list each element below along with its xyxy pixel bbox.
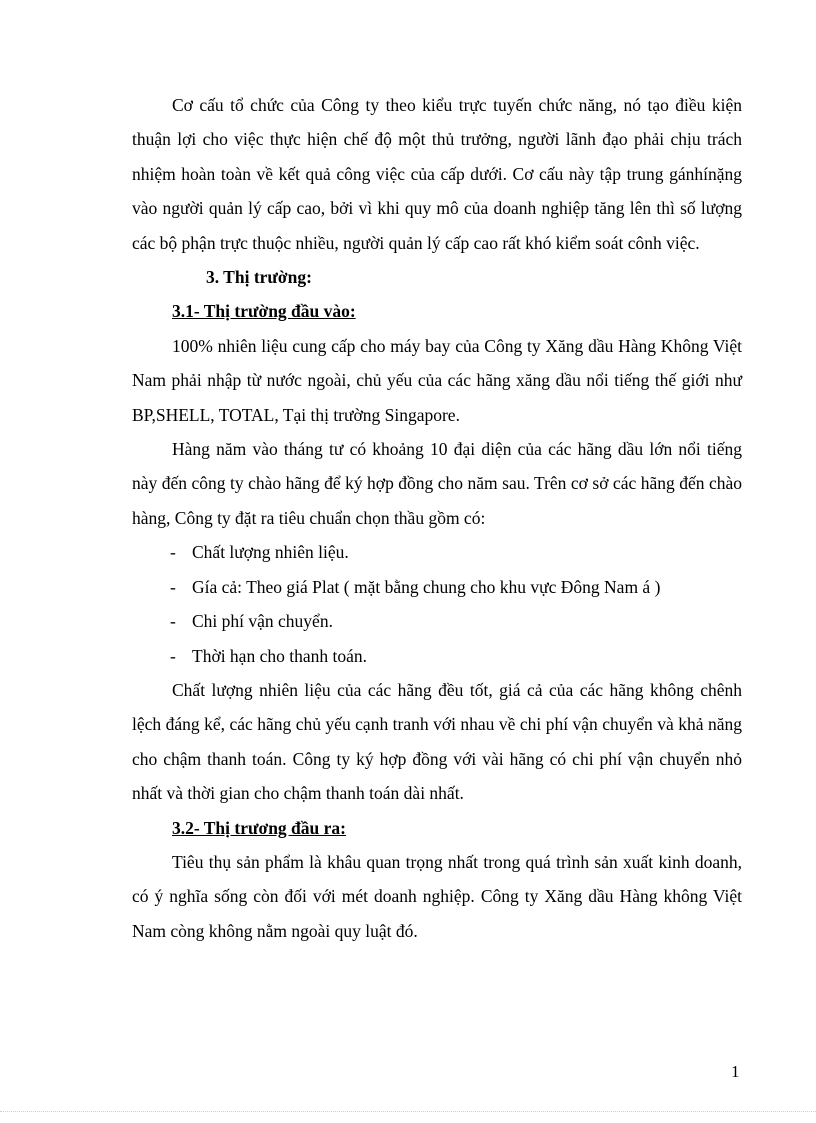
list-item — [132, 570, 742, 604]
page-bottom-divider — [0, 1111, 816, 1112]
list-item — [132, 535, 742, 569]
document-body — [132, 88, 742, 948]
paragraph-fuel-import: 100% nhiên liệu cung cấp cho máy bay của Công ty Xăng dầu Hàng Không Việt Nam phải nhập từ nước ngoài, chủ yếu của các hãng xăng dầu nổi tiếng thế giới như BP,SHELL, TOTAL, Tại thị trường Singapore. — [132, 335, 742, 425]
dash-marker: - — [170, 542, 176, 563]
dash-marker: - — [170, 576, 176, 597]
list-item — [132, 639, 742, 673]
list-item-text: Gía cả: Theo giá Plat ( mặt bằng chung cho khu vực Đông Nam á ) — [192, 576, 661, 597]
paragraph-org-structure: Cơ cấu tổ chức của Công ty theo kiểu trực tuyến chức năng, nó tạo điều kiện thuận lợi cho việc thực hiện chế độ một thủ trưởng, người lãnh đạo phải chịu trách nhiệm hoàn toàn về kết quả công việc của cấp dưới. Cơ cấu này tập trung gánhínặng vào người quản lý cấp cao, bởi vì khi quy mô của doanh nghiệp tăng lên thì số lượng các bộ phận trực thuộc nhiều, người quản lý cấp cao rất khó kiểm soát cônh việc. — [132, 95, 742, 253]
dash-marker: - — [170, 611, 176, 632]
paragraph-competition: Chất lượng nhiên liệu của các hãng đều tốt, giá cả của các hãng không chênh lệch đáng kể, các hãng chủ yếu cạnh tranh với nhau về chi phí vận chuyển và khả năng cho chậm thanh toán. Công ty ký hợp đồng với vài hãng có chi phí vận chuyển nhỏ nhất và thời gian cho chậm thanh toán dài nhất. — [132, 679, 742, 804]
paragraph-consumption: Tiêu thụ sản phẩm là khâu quan trọng nhất trong quá trình sản xuất kinh doanh, có ý nghĩa sống còn đối với mét doanh nghiệp. Công ty Xăng dầu Hàng không Việt Nam còng không nằm ngoài quy luật đó. — [132, 851, 742, 941]
criteria-list — [132, 535, 742, 673]
list-item-text: Thời hạn cho thanh toán. — [192, 645, 367, 666]
list-item-text: Chi phí vận chuyển. — [192, 611, 333, 632]
list-item — [132, 604, 742, 638]
list-item-text: Chất lượng nhiên liệu. — [192, 542, 349, 563]
page-number: 1 — [731, 1062, 740, 1081]
paragraph-supplier-selection: Hàng năm vào tháng tư có khoảng 10 đại diện của các hãng dầu lớn nổi tiếng này đến công ty chào hãng để ký hợp đồng cho năm sau. Trên cơ sở các hãng đến chào hàng, Công ty đặt ra tiêu chuẩn chọn thầu gồm có: — [132, 439, 742, 528]
heading-input-market: 3.1- Thị trường đầu vào: — [172, 301, 356, 322]
heading-market: 3. Thị trường: — [206, 267, 312, 288]
heading-output-market: 3.2- Thị trương đầu ra: — [172, 817, 346, 838]
dash-marker: - — [170, 645, 176, 666]
